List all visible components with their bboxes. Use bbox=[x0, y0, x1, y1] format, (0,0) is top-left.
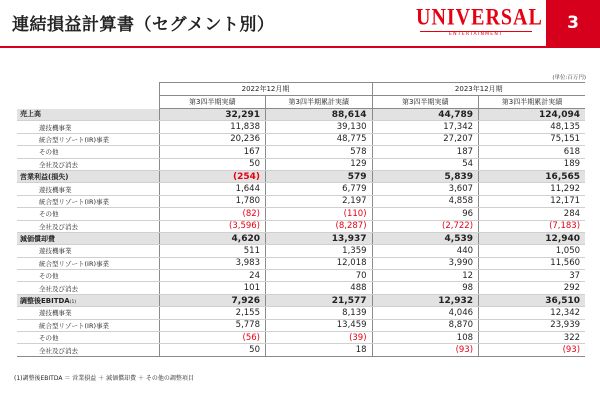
table-row bbox=[17, 146, 585, 158]
cell-value: 11,838 bbox=[159, 121, 266, 133]
cell-value: 618 bbox=[479, 146, 586, 158]
footnote-marker: (1) bbox=[69, 299, 77, 305]
page-number: 3 bbox=[567, 13, 579, 33]
table-row bbox=[17, 220, 585, 232]
row-label: 統合型リゾート(IR)事業 bbox=[17, 195, 159, 207]
cell-value: (110) bbox=[266, 208, 373, 220]
cell-value: 50 bbox=[159, 158, 266, 170]
page-number-badge bbox=[546, 0, 600, 46]
row-label: その他 bbox=[17, 332, 159, 344]
cell-value: 21,577 bbox=[266, 294, 373, 306]
cell-value: 12,171 bbox=[479, 195, 586, 207]
cell-value: (3,596) bbox=[159, 220, 266, 232]
table-row bbox=[17, 183, 585, 195]
cell-value: 2,197 bbox=[266, 195, 373, 207]
table-row bbox=[17, 344, 585, 356]
cell-value: 292 bbox=[479, 282, 586, 294]
cell-value: (82) bbox=[159, 208, 266, 220]
cell-value: 18 bbox=[266, 344, 373, 356]
cell-value: 37 bbox=[479, 270, 586, 282]
cell-value: 12,018 bbox=[266, 257, 373, 269]
cell-value: 11,292 bbox=[479, 183, 586, 195]
table-row bbox=[17, 319, 585, 331]
cell-value: 24 bbox=[159, 270, 266, 282]
cell-value: 3,983 bbox=[159, 257, 266, 269]
footnote: (1)調整後EBITDA ＝ 営業損益 ＋ 減価償却費 ＋ その他の調整項目 bbox=[14, 375, 194, 382]
cell-value: 108 bbox=[372, 332, 479, 344]
cell-value: 1,780 bbox=[159, 195, 266, 207]
cell-value: 488 bbox=[266, 282, 373, 294]
cell-value: 48,775 bbox=[266, 133, 373, 145]
logo-subtitle: ENTERTAINMENT bbox=[449, 32, 503, 37]
logo-wordmark: UNIVERSAL bbox=[416, 5, 543, 31]
cell-value: 75,151 bbox=[479, 133, 586, 145]
cell-value: 6,779 bbox=[266, 183, 373, 195]
cell-value: 96 bbox=[372, 208, 479, 220]
unit-label: (単位:百万円) bbox=[552, 75, 586, 81]
cell-value: 12,342 bbox=[479, 307, 586, 319]
cell-value: 440 bbox=[372, 245, 479, 257]
cell-value: 4,858 bbox=[372, 195, 479, 207]
row-label: 減価償却費 bbox=[17, 232, 159, 244]
cell-value: 32,291 bbox=[159, 109, 266, 121]
table-row bbox=[17, 282, 585, 294]
cell-value: 1,050 bbox=[479, 245, 586, 257]
row-label: 全社及び消去 bbox=[17, 282, 159, 294]
row-label: 遊技機事業 bbox=[17, 307, 159, 319]
cell-value: 20,236 bbox=[159, 133, 266, 145]
table-row bbox=[17, 332, 585, 344]
cell-value: (93) bbox=[372, 344, 479, 356]
cell-value: 5,839 bbox=[372, 170, 479, 182]
cell-value: (7,183) bbox=[479, 220, 586, 232]
row-label: その他 bbox=[17, 208, 159, 220]
cell-value: 39,130 bbox=[266, 121, 373, 133]
row-label: 遊技機事業 bbox=[17, 245, 159, 257]
table-row bbox=[17, 170, 585, 182]
cell-value: 511 bbox=[159, 245, 266, 257]
table-row bbox=[17, 307, 585, 319]
row-label: 遊技機事業 bbox=[17, 121, 159, 133]
cell-value: 44,789 bbox=[372, 109, 479, 121]
row-label: 全社及び消去 bbox=[17, 220, 159, 232]
period-header-2023: 2023年12月期 bbox=[372, 83, 585, 96]
cell-value: 13,937 bbox=[266, 232, 373, 244]
cell-value: 50 bbox=[159, 344, 266, 356]
universal-entertainment-logo bbox=[416, 5, 543, 43]
cell-value: (254) bbox=[159, 170, 266, 182]
cell-value: 189 bbox=[479, 158, 586, 170]
cell-value: 2,155 bbox=[159, 307, 266, 319]
period-header-row bbox=[17, 83, 585, 96]
cell-value: 13,459 bbox=[266, 319, 373, 331]
table-row bbox=[17, 232, 585, 244]
cell-value: 98 bbox=[372, 282, 479, 294]
cell-value: 8,870 bbox=[372, 319, 479, 331]
cell-value: 101 bbox=[159, 282, 266, 294]
cell-value: 11,560 bbox=[479, 257, 586, 269]
cell-value: 54 bbox=[372, 158, 479, 170]
cell-value: (8,287) bbox=[266, 220, 373, 232]
cell-value: 36,510 bbox=[479, 294, 586, 306]
row-label: 調整後EBITDA(1) bbox=[17, 294, 159, 306]
table-row bbox=[17, 294, 585, 306]
cell-value: 17,342 bbox=[372, 121, 479, 133]
cell-value: 1,359 bbox=[266, 245, 373, 257]
cell-value: 70 bbox=[266, 270, 373, 282]
row-label: 統合型リゾート(IR)事業 bbox=[17, 257, 159, 269]
row-label: 全社及び消去 bbox=[17, 158, 159, 170]
cell-value: 124,094 bbox=[479, 109, 586, 121]
cell-value: (93) bbox=[479, 344, 586, 356]
row-label: 統合型リゾート(IR)事業 bbox=[17, 133, 159, 145]
cell-value: (56) bbox=[159, 332, 266, 344]
cell-value: 3,990 bbox=[372, 257, 479, 269]
row-label: 全社及び消去 bbox=[17, 344, 159, 356]
period-header-2022: 2022年12月期 bbox=[159, 83, 372, 96]
column-header-2022-q3: 第3四半期実績 bbox=[159, 96, 266, 109]
table-row bbox=[17, 195, 585, 207]
cell-value: 579 bbox=[266, 170, 373, 182]
table-row bbox=[17, 257, 585, 269]
cell-value: 7,926 bbox=[159, 294, 266, 306]
cell-value: 1,644 bbox=[159, 183, 266, 195]
cell-value: 5,778 bbox=[159, 319, 266, 331]
table-row bbox=[17, 245, 585, 257]
slide-title: 連結損益計算書（セグメント別） bbox=[12, 15, 275, 35]
cell-value: 12 bbox=[372, 270, 479, 282]
row-label: 統合型リゾート(IR)事業 bbox=[17, 319, 159, 331]
slide-header bbox=[0, 0, 600, 46]
table-row bbox=[17, 121, 585, 133]
cell-value: 4,046 bbox=[372, 307, 479, 319]
cell-value: 48,135 bbox=[479, 121, 586, 133]
cell-value: 284 bbox=[479, 208, 586, 220]
cell-value: 187 bbox=[372, 146, 479, 158]
table-row bbox=[17, 270, 585, 282]
cell-value: 27,207 bbox=[372, 133, 479, 145]
column-header-2023-q3: 第3四半期実績 bbox=[372, 96, 479, 109]
row-label: 遊技機事業 bbox=[17, 183, 159, 195]
table-row bbox=[17, 208, 585, 220]
header-rule bbox=[0, 46, 600, 48]
cell-value: 12,940 bbox=[479, 232, 586, 244]
table-row bbox=[17, 133, 585, 145]
column-header-2023-ytd: 第3四半期累計実績 bbox=[479, 96, 586, 109]
cell-value: (39) bbox=[266, 332, 373, 344]
segment-income-table bbox=[17, 82, 585, 357]
cell-value: 16,565 bbox=[479, 170, 586, 182]
table-row bbox=[17, 109, 585, 121]
row-label: その他 bbox=[17, 270, 159, 282]
cell-value: 129 bbox=[266, 158, 373, 170]
cell-value: 578 bbox=[266, 146, 373, 158]
table-row bbox=[17, 158, 585, 170]
row-label: 売上高 bbox=[17, 109, 159, 121]
cell-value: 322 bbox=[479, 332, 586, 344]
cell-value: 88,614 bbox=[266, 109, 373, 121]
cell-value: 4,539 bbox=[372, 232, 479, 244]
row-label: 営業利益(損失) bbox=[17, 170, 159, 182]
row-label: その他 bbox=[17, 146, 159, 158]
cell-value: 23,939 bbox=[479, 319, 586, 331]
cell-value: 3,607 bbox=[372, 183, 479, 195]
column-header-row bbox=[17, 96, 585, 109]
cell-value: 4,620 bbox=[159, 232, 266, 244]
cell-value: 8,139 bbox=[266, 307, 373, 319]
cell-value: (2,722) bbox=[372, 220, 479, 232]
column-header-2022-ytd: 第3四半期累計実績 bbox=[266, 96, 373, 109]
cell-value: 12,932 bbox=[372, 294, 479, 306]
cell-value: 167 bbox=[159, 146, 266, 158]
